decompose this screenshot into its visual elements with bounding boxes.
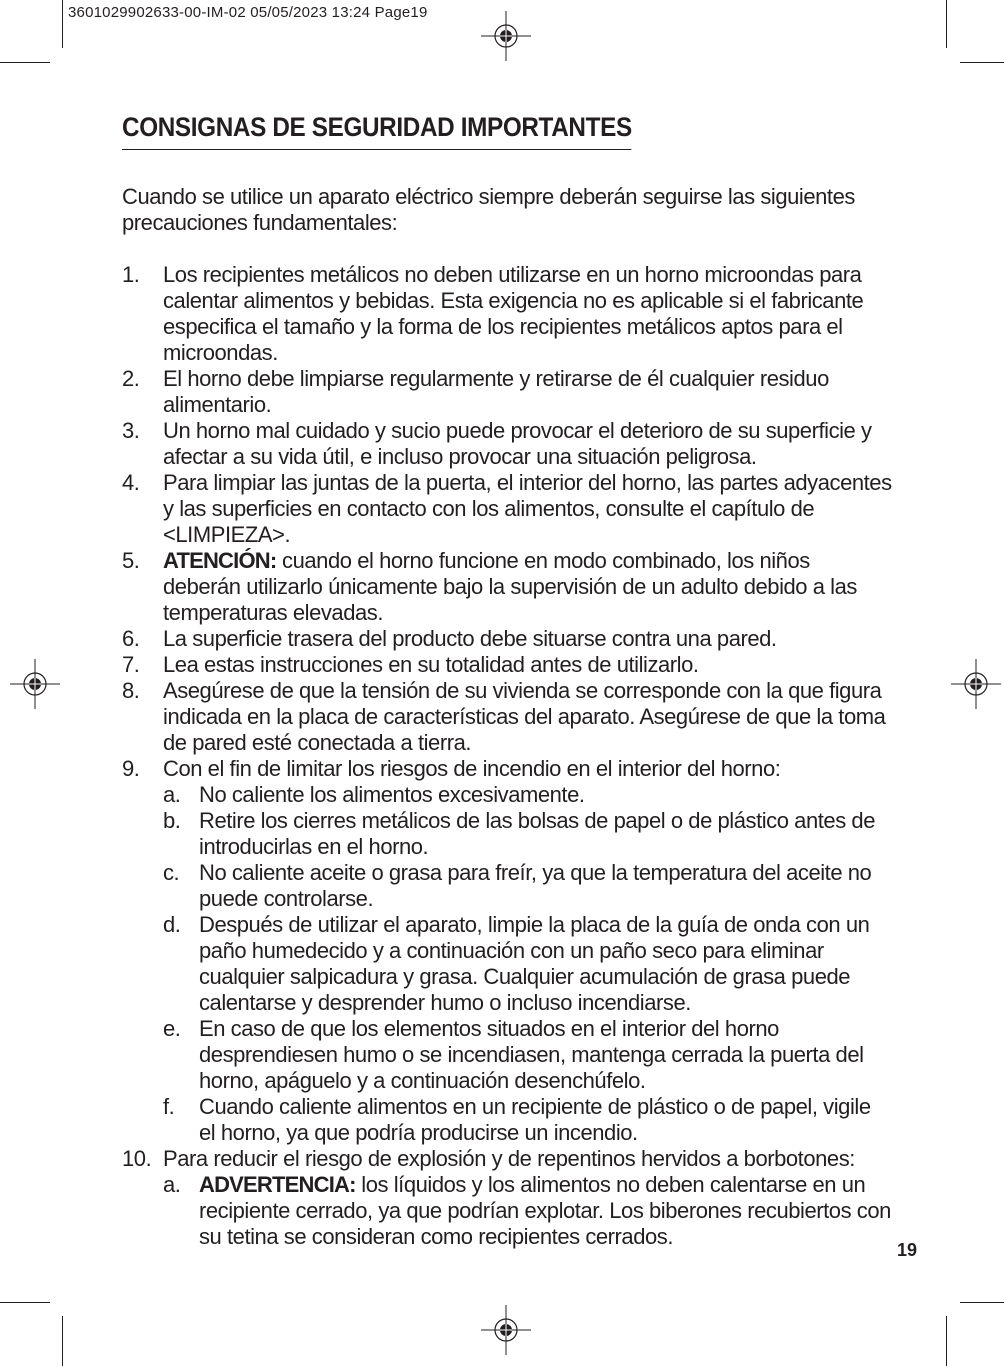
page-number: 19	[897, 1240, 918, 1260]
crop-mark-top-right-v	[946, 0, 947, 48]
list-item	[122, 262, 892, 366]
registration-mark-left-icon	[10, 659, 60, 709]
item-text: Un horno mal cuidado y sucio puede provocar el deterioro de su superficie y afectar a su vida útil, e incluso provocar una situación peligrosa.	[163, 418, 872, 469]
crop-mark-top-left-h	[0, 62, 50, 63]
list-item	[122, 1146, 892, 1250]
registration-mark-right-icon	[951, 659, 1001, 709]
list-item	[122, 470, 892, 548]
item-text: Asegúrese de que la tensión de su vivienda se corresponde con la que figura indicada en la placa de características del aparato. Asegúrese de que la toma de pared esté conectada a tierra.	[163, 678, 886, 755]
crop-mark-bottom-left-v	[62, 1316, 63, 1366]
warning-label: ADVERTENCIA:	[199, 1172, 356, 1197]
list-item	[122, 418, 892, 470]
sub-item-letter: e.	[163, 1016, 181, 1041]
item-number: 2.	[122, 366, 140, 391]
list-item	[122, 678, 892, 756]
item-text: Con el fin de limitar los riesgos de incendio en el interior del horno:	[163, 756, 781, 781]
sub-item-letter: a.	[163, 782, 181, 807]
crop-mark-bottom-left-h	[0, 1302, 50, 1303]
item-number: 9.	[122, 756, 140, 781]
item-number: 6.	[122, 626, 140, 651]
sub-item-text: los líquidos y los alimentos no deben calentarse en un recipiente cerrado, ya que podrían explotar. Los biberones recubiertos con su tetina se consideran como recipientes cerrados.	[199, 1172, 891, 1249]
registration-mark-top-icon	[481, 11, 531, 61]
sub-list-item	[163, 782, 892, 808]
print-slug: 3601029902633-00-IM-02 05/05/2023 13:24 Page19	[68, 4, 428, 21]
list-item	[122, 626, 892, 652]
crop-mark-bottom-right-h	[960, 1302, 1004, 1303]
warning-label: ATENCIÓN:	[163, 548, 277, 573]
sub-item-letter: c.	[163, 860, 180, 885]
list-item	[122, 652, 892, 678]
sub-list-item	[163, 912, 892, 1016]
item-number: 5.	[122, 548, 140, 573]
item-number: 10.	[122, 1146, 152, 1171]
crop-mark-top-left-v	[62, 0, 63, 48]
intro-paragraph: Cuando se utilice un aparato eléctrico siempre deberán seguirse las siguientes precauciones fundamentales:	[122, 184, 855, 235]
sub-list-item	[163, 860, 892, 912]
item-number: 1.	[122, 262, 140, 287]
item-text: Para reducir el riesgo de explosión y de repentinos hervidos a borbotones:	[163, 1146, 855, 1171]
sub-list-item	[163, 1172, 892, 1250]
list-item	[122, 548, 892, 626]
safety-instructions	[122, 112, 892, 1250]
sub-list-item	[163, 1094, 892, 1146]
sub-item-text: No caliente aceite o grasa para freír, ya que la temperatura del aceite no puede controlarse.	[199, 860, 872, 911]
item-number: 4.	[122, 470, 140, 495]
list-item	[122, 756, 892, 1146]
sub-item-text: Retire los cierres metálicos de las bolsas de papel o de plástico antes de introducirlas en el horno.	[199, 808, 875, 859]
item-number: 3.	[122, 418, 140, 443]
item-text: La superficie trasera del producto debe situarse contra una pared.	[163, 626, 777, 651]
item-text: Para limpiar las juntas de la puerta, el interior del horno, las partes adyacentes y las superficies en contacto con los alimentos, consulte el capítulo de <LIMPIEZA>.	[163, 470, 892, 547]
sub-item-text: No caliente los alimentos excesivamente.	[199, 782, 585, 807]
item-number: 7.	[122, 652, 140, 677]
list-item	[122, 366, 892, 418]
item-number: 8.	[122, 678, 140, 703]
sub-item-text: En caso de que los elementos situados en el interior del horno desprendiesen humo o se incendiasen, mantenga cerrada la puerta del horno, apáguelo y a continuación desenchúfelo.	[199, 1016, 864, 1093]
item-text: cuando el horno funcione en modo combinado, los niños deberán utilizarlo únicamente bajo la supervisión de un adulto debido a las temperaturas elevadas.	[163, 548, 857, 625]
sub-item-letter: a.	[163, 1172, 181, 1197]
registration-mark-bottom-icon	[481, 1305, 531, 1355]
item-text: Lea estas instrucciones en su totalidad antes de utilizarlo.	[163, 652, 699, 677]
item-text: El horno debe limpiarse regularmente y retirarse de él cualquier residuo alimentario.	[163, 366, 829, 417]
sub-item-text: Después de utilizar el aparato, limpie la placa de la guía de onda con un paño humedecido y a continuación con un paño seco para eliminar cualquier salpicadura y grasa. Cualquier acumulación de grasa puede calentarse y desprender humo o incluso incendiarse.	[199, 912, 870, 1015]
sub-item-letter: f.	[163, 1094, 175, 1119]
sub-item-letter: d.	[163, 912, 181, 937]
sub-list-item	[163, 1016, 892, 1094]
sub-item-text: Cuando caliente alimentos en un recipiente de plástico o de papel, vigile el horno, ya que podría producirse un incendio.	[199, 1094, 871, 1145]
crop-mark-top-right-h	[960, 62, 1004, 63]
sub-list-item	[163, 808, 892, 860]
page-title: CONSIGNAS DE SEGURIDAD IMPORTANTES	[122, 112, 632, 150]
sub-item-letter: b.	[163, 808, 181, 833]
item-text: Los recipientes metálicos no deben utilizarse en un horno microondas para calentar alimentos y bebidas. Esta exigencia no es aplicable si el fabricante especifica el tamaño y la forma de los recipientes metálicos aptos para el microondas.	[163, 262, 864, 365]
crop-mark-bottom-right-v	[946, 1316, 947, 1366]
